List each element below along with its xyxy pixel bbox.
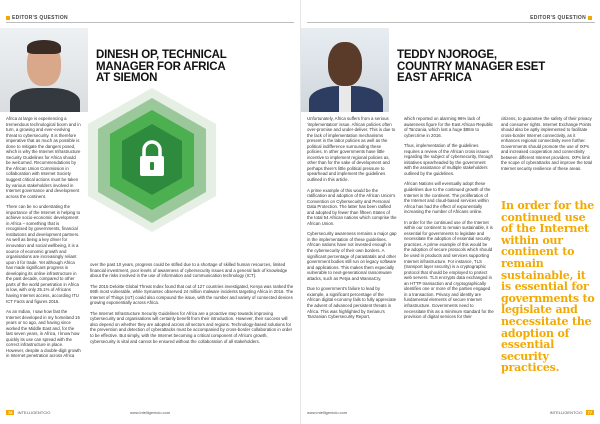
paragraph: There can be no understating the importance of the Internet in helping to achieve socio-economic development in Africa – something that is recognised by governments, financial institutions and development partners. As well as being a key driver for innovation and social wellbeing, it is a source of economic growth and organisations are increasingly reliant upon it for trade. Yet although Africa has made significant progress in developing its online infrastructure in the past decade, compared to other parts of the world penetration in Africa is low, with only 25.1% of Africans having Internet access, according ITU ICT Facts and figures 2016.: [6, 204, 81, 304]
paragraph: citizens, to guarantee the safety of their privacy and consumer rights. Internet Exchange Points should also be aptly implemented to facilitate cross-border Internet connectivity, as it enhances regional connectivity even further. Governments should promote the use of IXPs and increased cooperation and connectivity between different Internet providers. IXPs limit the scope of cyberattacks and improve the total Internet security resilience of these areas.: [501, 116, 593, 171]
header-rule: [6, 22, 294, 23]
magazine-name: INTELLIGENTCIO: [549, 410, 583, 415]
left-column-2: [90, 262, 294, 349]
left-column-1: [6, 116, 81, 364]
paragraph: which reported on alarming 96% lack of awareness figure for the East African Republic of Tanzania, which lost a huge $85m to cybercrime in 2016.: [404, 116, 494, 138]
paragraph: Africa at large is experiencing a tremendous technological boom and in turn, a growing and ever-evolving threat to cybersecurity. It is therefore imperative that as much as possible is done to mitigate the dangers posed, which is why the Internet Infrastructure Security Guidelines for Africa should be welcomed. Recommendations by the African Union Commission in collaboration with Internet Society suggest critical actions must be taken by various stakeholders involved in Internet governance and development across the continent.: [6, 116, 81, 199]
section-label-left: EDITOR'S QUESTION: [6, 15, 68, 21]
security-hexagon-graphic: [82, 84, 222, 270]
section-label-right: EDITOR'S QUESTION: [530, 15, 594, 21]
paragraph: In order for the continued use of the Internet within our continent to remain sustainable, it is essential for governments to legislate and necessitate the adoption of essential security practices. A prime example of this would be the adoption of secure protocols which should be used in products and services supporting Internet infrastructure. For instance, TLS (transport layer security) is a cryptographic protocol that should be employed to protect web servers. TLS encrypts data exchanged in an HTTP transaction and cryptographically identifies one or more of the parties engaged in a transaction. Privacy and identity are fundamental elements of secure Internet infrastructure. Governments need to necessitate this as a minimum standard for the provision of digital services for their: [404, 219, 494, 320]
paragraph: The Internet Infrastructure Security Guidelines for Africa are a proactive step towards improving cybersecurity and organisations will certainly benefit from their introduction. However, their success will also depend on whether they are adopted across all sectors and regions. Technology-based solutions for the prevention and detection of cyberattacks must be accompanied by cross-border collaboration in order to be effective. But simply, with the Internet becoming a critical component of Africa's growth, cybersecurity is vital and cannot be ensured without the collaboration of all stakeholders.: [90, 310, 293, 344]
right-page: [300, 0, 600, 424]
paragraph: Unfortunately, Africa suffers from a serious 'implementation' issue. African policies often over-promise and under-deliver. This is due to the lack of implementation mechanisms present in the labor policies as well as the political indifference surrounding these policies. In other governments have little incentive to implement regional policies as, other than for the sake of development and perhaps there's little political pressure to spearhead and implement the guidelines outlined in this article.: [307, 116, 396, 183]
right-column-3: [501, 116, 595, 176]
page-number: 76: [8, 410, 13, 415]
section-marker-icon: [6, 16, 10, 20]
dinesh-photo: [0, 28, 88, 112]
right-footer: [550, 410, 594, 415]
paragraph: As an Indian, I saw how fast the Internet developed in my homeland 15 years or so ago, and having since worked the Middle East and, for the last seven years, in Africa, I know how quickly its use can spread with the correct infrastructure in place. However, despite a double-digit growth in Internet penetration across Africa: [6, 309, 81, 359]
paragraph: Due to government's failure to lead by example, a significant percentage of the African digital economy fails to fully appreciate the advent of advanced persistent threats in Africa. This was highlighted by Serianu's Tanzanian Cybersecurity Report,: [307, 286, 397, 320]
footer-url[interactable]: www.intelligentcio.com: [307, 410, 348, 415]
right-column-1: [307, 116, 397, 325]
paragraph: over the past 10 years, progress could be stifled due to a shortage of skilled human resources, limited financial investment, poor levels of awareness of cybersecurity issues and a general lack of knowledge about the risks involved in the use of information and communication technology (ICT).: [90, 262, 288, 279]
page-number: 77: [587, 410, 592, 415]
right-headline: TEDDY NJOROGE, COUNTRY MANAGER ESET EAST AFRICA: [397, 49, 546, 84]
section-marker-icon: [588, 16, 592, 20]
pull-quote: In order for the continued use of the Internet within our continent to remain sustainable, it is essential for governments to legislate and necessitate the adoption of essential security practices.: [501, 199, 595, 375]
left-footer: [6, 410, 50, 415]
paragraph: African Nations will eventually adopt these guidelines due to the continued growth of the Internet in the continent. The proliferation of the Internet and cloud-based services within Africa has had the effect of exponentially increasing the number of Africans online.: [404, 181, 491, 215]
teddy-photo: [301, 28, 389, 112]
footer-url[interactable]: www.intelligentcio.com: [130, 410, 171, 415]
left-headline: DINESH OP, TECHNICAL MANAGER FOR AFRICA AT SIEMON: [96, 49, 227, 84]
paragraph: The 2015 Deloitte Global Threat Index found that out of 127 countries investigated, Kenya was ranked the 69th most vulnerable, while Symantec observed 24 million malware incidents targeting Africa in 2016. The Internet of Things (IoT) could also compound the issue, with the number and variety of connected devices growing exponentially across Africa.: [90, 283, 294, 306]
paragraph: Cybersecurity awareness remains a major gap in the implementation of these guidelines. African nations have not invested enough in the cybersecurity of their own borders. A significant percentage of parastatals and other government bodies still run on legacy software and applications. This makes them especially vulnerable to next-generational ransomware attacks, such as Petya and WannaCry.: [307, 231, 397, 281]
right-column-2: [404, 116, 494, 325]
paragraph: Thus, implementation of the guidelines requires a review of the African cross issues regarding the subject of cybersecurity, through initiatives spearheaded by the government with the assistance of multiple stakeholders outlined by the guidelines.: [404, 143, 494, 176]
header-rule: [307, 22, 595, 23]
magazine-name: INTELLIGENTCIO: [17, 410, 51, 415]
paragraph: A prime example of this would be the ratification and adoption of the African Union's Convention on Cybersecurity and Personal Data Protection. The latter has been ratified and adopted by fewer than fifteen States of the total 54 African nations which comprise the African Union.: [307, 187, 397, 226]
